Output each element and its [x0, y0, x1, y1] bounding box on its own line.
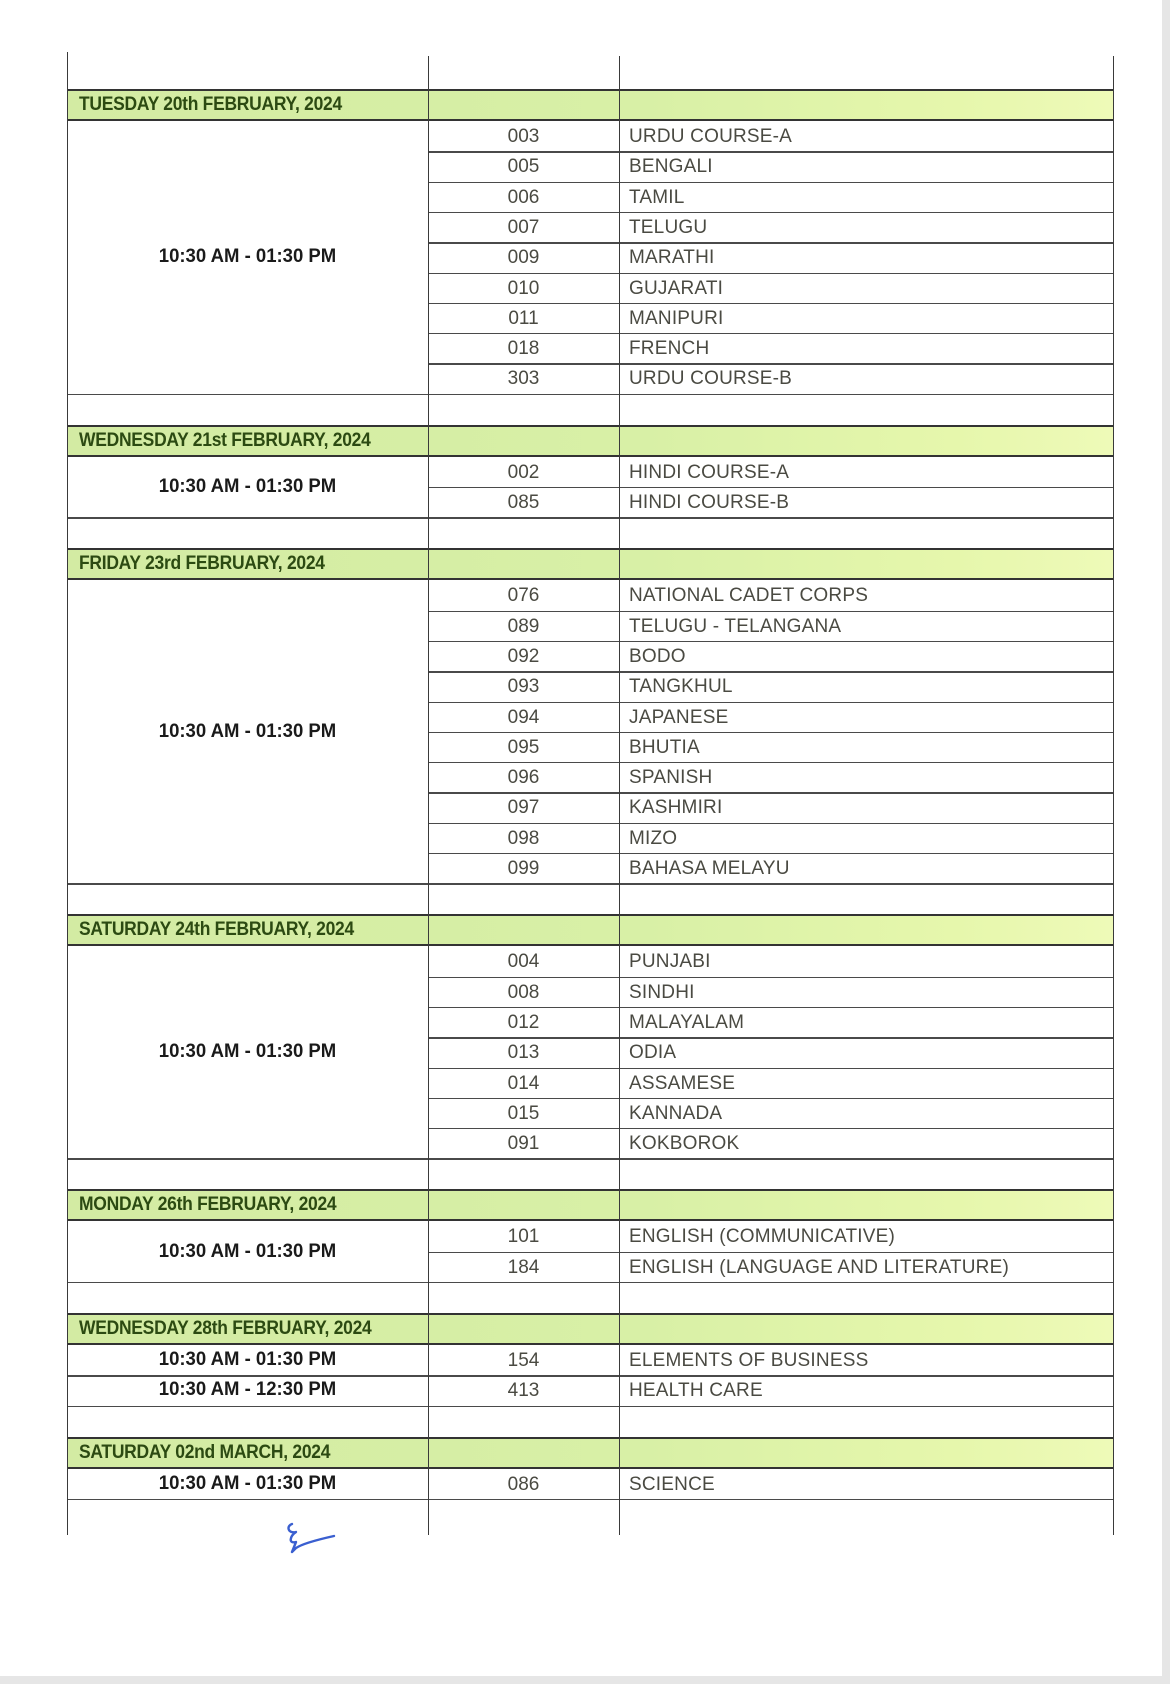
- column-divider: [67, 1282, 68, 1313]
- subject-row-divider: [428, 1007, 1113, 1008]
- column-divider: [619, 1158, 620, 1189]
- column-divider: [619, 425, 620, 457]
- subject-code: 086: [507, 1473, 540, 1495]
- subject-code: 095: [507, 736, 540, 758]
- subject-code: 097: [507, 797, 540, 819]
- subject-row-divider: [428, 611, 1113, 612]
- column-divider: [428, 1189, 429, 1221]
- column-divider: [67, 1469, 68, 1499]
- column-divider: [619, 946, 620, 1158]
- subject-name: ASSAMESE: [629, 1072, 736, 1094]
- exam-time-slot: 10:30 AM - 01:30 PM: [158, 475, 337, 497]
- subject-code: 010: [507, 277, 540, 299]
- column-divider: [428, 1221, 429, 1282]
- subject-name: GUJARATI: [629, 277, 724, 299]
- column-divider: [1113, 425, 1114, 457]
- subject-name: TELUGU: [629, 216, 708, 238]
- column-divider: [619, 457, 620, 518]
- column-divider: [428, 56, 429, 89]
- subject-row-divider: [428, 1252, 1113, 1253]
- subject-code: 096: [507, 767, 540, 789]
- column-divider: [619, 1282, 620, 1313]
- column-divider: [67, 548, 68, 580]
- column-divider: [67, 1221, 68, 1282]
- subject-name: TELUGU - TELANGANA: [629, 615, 842, 637]
- column-divider: [619, 394, 620, 425]
- subject-row-divider: [428, 977, 1113, 978]
- subject-row-divider: [428, 182, 1113, 183]
- subject-name: PUNJABI: [629, 951, 711, 973]
- subject-code: 091: [507, 1133, 540, 1155]
- subject-name: URDU COURSE-A: [629, 126, 793, 147]
- column-divider: [67, 1406, 68, 1437]
- subject-name: BENGALI: [629, 156, 713, 178]
- exam-time-slot: 10:30 AM - 01:30 PM: [158, 1239, 337, 1262]
- subject-row-divider: [428, 762, 1113, 763]
- column-divider: [428, 89, 429, 121]
- column-divider: [428, 883, 429, 914]
- column-divider: [67, 1375, 68, 1405]
- subject-code: 101: [507, 1226, 540, 1248]
- group-row-divider: [67, 883, 1113, 884]
- subject-code: 076: [507, 585, 540, 607]
- group-row-divider: [67, 1282, 1113, 1283]
- subject-row-divider: [428, 732, 1113, 733]
- column-divider: [428, 914, 429, 946]
- subject-name: BHUTIA: [629, 736, 700, 758]
- column-divider: [1113, 1158, 1114, 1189]
- column-divider: [1113, 1437, 1114, 1469]
- column-divider: [428, 1158, 429, 1189]
- column-divider: [1113, 457, 1114, 518]
- column-divider: [428, 457, 429, 518]
- date-header: SATURDAY 24th FEBRUARY, 2024: [79, 919, 354, 941]
- subject-name: BAHASA MELAYU: [629, 858, 790, 879]
- column-divider: [1113, 1221, 1114, 1282]
- subject-row-divider: [428, 1037, 1113, 1038]
- subject-name: FRENCH: [629, 338, 710, 360]
- subject-code: 007: [507, 216, 540, 238]
- column-divider: [1113, 1499, 1114, 1535]
- subject-row-divider: [428, 792, 1113, 793]
- column-divider: [619, 1313, 620, 1345]
- group-row-divider: [67, 1406, 1113, 1407]
- column-divider: [428, 1313, 429, 1345]
- exam-time-slot: 10:30 AM - 01:30 PM: [158, 1471, 337, 1494]
- column-divider: [619, 1499, 620, 1535]
- subject-code: 085: [507, 492, 540, 513]
- subject-name: TANGKHUL: [629, 676, 733, 698]
- subject-name: HEALTH CARE: [629, 1380, 763, 1402]
- column-divider: [619, 1406, 620, 1437]
- subject-code: 093: [507, 676, 540, 698]
- column-divider: [67, 394, 68, 425]
- column-divider: [428, 946, 429, 1158]
- subject-name: MALAYALAM: [629, 1011, 745, 1033]
- column-divider: [619, 89, 620, 121]
- subject-code: 154: [507, 1350, 540, 1371]
- subject-name: MARATHI: [629, 247, 715, 269]
- subject-name: ODIA: [629, 1042, 677, 1064]
- subject-name: SCIENCE: [629, 1473, 715, 1495]
- subject-code: 094: [507, 706, 540, 728]
- column-divider: [619, 914, 620, 946]
- subject-name: ENGLISH (COMMUNICATIVE): [629, 1226, 896, 1248]
- column-divider: [67, 52, 68, 89]
- subject-row-divider: [428, 823, 1113, 824]
- subject-name: TAMIL: [629, 186, 685, 208]
- subject-code: 002: [507, 461, 540, 483]
- subject-code: 018: [507, 338, 540, 360]
- column-divider: [428, 548, 429, 580]
- exam-time-slot: 10:30 AM - 01:30 PM: [158, 1040, 337, 1063]
- subject-code: 092: [507, 645, 540, 667]
- column-divider: [619, 1345, 620, 1375]
- column-divider: [1113, 56, 1114, 89]
- subject-row-divider: [428, 273, 1113, 274]
- subject-row-divider: [428, 212, 1113, 213]
- column-divider: [619, 883, 620, 914]
- column-divider: [619, 121, 620, 394]
- column-divider: [67, 1499, 68, 1535]
- subject-row-divider: [428, 853, 1113, 854]
- exam-time-slot: 10:30 AM - 12:30 PM: [158, 1378, 337, 1401]
- column-divider: [1113, 548, 1114, 580]
- subject-row-divider: [428, 1098, 1113, 1099]
- column-divider: [67, 1437, 68, 1469]
- column-divider: [428, 1499, 429, 1535]
- subject-name: MIZO: [629, 827, 678, 849]
- subject-code: 006: [507, 186, 540, 208]
- group-row-divider: [67, 1375, 1113, 1376]
- subject-row-divider: [428, 333, 1113, 334]
- column-divider: [67, 883, 68, 914]
- subject-code: 003: [507, 126, 540, 147]
- subject-name: HINDI COURSE-A: [629, 461, 790, 483]
- column-divider: [1113, 1469, 1114, 1499]
- subject-name: ELEMENTS OF BUSINESS: [629, 1350, 869, 1371]
- column-divider: [1113, 1375, 1114, 1405]
- exam-time-slot: 10:30 AM - 01:30 PM: [158, 1348, 337, 1371]
- column-divider: [67, 1158, 68, 1189]
- group-row-divider: [67, 394, 1113, 395]
- column-divider: [1113, 1282, 1114, 1313]
- column-divider: [1113, 1345, 1114, 1375]
- column-divider: [428, 1345, 429, 1375]
- date-header: FRIDAY 23rd FEBRUARY, 2024: [79, 553, 325, 575]
- column-divider: [1113, 580, 1114, 883]
- subject-code: 011: [508, 307, 539, 329]
- subject-code: 005: [507, 156, 540, 178]
- subject-row-divider: [428, 242, 1113, 243]
- subject-name: SPANISH: [629, 767, 713, 789]
- subject-name: BODO: [629, 645, 686, 667]
- column-divider: [428, 517, 429, 548]
- column-divider: [428, 580, 429, 883]
- subject-row-divider: [428, 151, 1113, 152]
- column-divider: [67, 580, 68, 883]
- subject-code: 098: [507, 827, 540, 849]
- column-divider: [67, 121, 68, 394]
- group-row-divider: [67, 1499, 1113, 1500]
- subject-row-divider: [428, 671, 1113, 672]
- subject-row-divider: [428, 641, 1113, 642]
- column-divider: [1113, 946, 1114, 1158]
- subject-row-divider: [428, 487, 1113, 488]
- column-divider: [619, 548, 620, 580]
- column-divider: [1113, 121, 1114, 394]
- subject-name: URDU COURSE-B: [629, 368, 793, 390]
- column-divider: [1113, 517, 1114, 548]
- subject-row-divider: [428, 303, 1113, 304]
- subject-code: 015: [507, 1102, 540, 1124]
- subject-code: 004: [507, 951, 540, 973]
- column-divider: [428, 1406, 429, 1437]
- subject-code: 303: [507, 368, 540, 390]
- subject-code: 184: [507, 1256, 540, 1278]
- column-divider: [1113, 1406, 1114, 1437]
- column-divider: [619, 1221, 620, 1282]
- column-divider: [1113, 89, 1114, 121]
- subject-name: JAPANESE: [629, 706, 729, 728]
- subject-row-divider: [428, 1068, 1113, 1069]
- group-row-divider: [67, 517, 1113, 518]
- column-divider: [619, 56, 620, 89]
- exam-time-slot: 10:30 AM - 01:30 PM: [158, 245, 337, 268]
- date-header: WEDNESDAY 21st FEBRUARY, 2024: [79, 429, 371, 451]
- column-divider: [428, 425, 429, 457]
- subject-name: KANNADA: [629, 1102, 723, 1124]
- column-divider: [67, 1189, 68, 1221]
- date-header: MONDAY 26th FEBRUARY, 2024: [79, 1194, 337, 1216]
- column-divider: [428, 121, 429, 394]
- subject-code: 012: [507, 1011, 540, 1033]
- column-divider: [67, 914, 68, 946]
- column-divider: [67, 946, 68, 1158]
- column-divider: [428, 1282, 429, 1313]
- subject-code: 413: [507, 1380, 540, 1402]
- column-divider: [1113, 394, 1114, 425]
- column-divider: [619, 1375, 620, 1405]
- subject-name: KOKBOROK: [629, 1133, 740, 1155]
- column-divider: [428, 394, 429, 425]
- subject-name: ENGLISH (LANGUAGE AND LITERATURE): [629, 1256, 1009, 1278]
- subject-row-divider: [428, 363, 1113, 364]
- subject-name: NATIONAL CADET CORPS: [629, 585, 869, 607]
- column-divider: [428, 1437, 429, 1469]
- group-row-divider: [67, 1158, 1113, 1159]
- subject-code: 008: [507, 981, 540, 1003]
- column-divider: [619, 580, 620, 883]
- column-divider: [1113, 1313, 1114, 1345]
- subject-row-divider: [428, 702, 1113, 703]
- date-header: WEDNESDAY 28th FEBRUARY, 2024: [79, 1318, 372, 1339]
- date-header: TUESDAY 20th FEBRUARY, 2024: [79, 94, 342, 115]
- column-divider: [619, 517, 620, 548]
- column-divider: [67, 1345, 68, 1375]
- subject-name: MANIPURI: [629, 307, 724, 329]
- column-divider: [619, 1469, 620, 1499]
- exam-time-slot: 10:30 AM - 01:30 PM: [158, 719, 337, 742]
- column-divider: [619, 1189, 620, 1221]
- column-divider: [428, 1469, 429, 1499]
- subject-code: 089: [507, 615, 540, 637]
- column-divider: [1113, 1189, 1114, 1221]
- column-divider: [619, 1437, 620, 1469]
- subject-name: HINDI COURSE-B: [629, 492, 790, 513]
- column-divider: [67, 517, 68, 548]
- subject-code: 013: [507, 1042, 540, 1064]
- column-divider: [1113, 914, 1114, 946]
- subject-name: KASHMIRI: [629, 797, 723, 819]
- column-divider: [67, 89, 68, 121]
- subject-code: 014: [507, 1072, 540, 1094]
- column-divider: [67, 1313, 68, 1345]
- subject-code: 009: [507, 247, 540, 269]
- signature-mark: [282, 1518, 342, 1558]
- subject-row-divider: [428, 1128, 1113, 1129]
- column-divider: [428, 1375, 429, 1405]
- column-divider: [67, 457, 68, 518]
- date-header: SATURDAY 02nd MARCH, 2024: [79, 1441, 331, 1463]
- column-divider: [67, 425, 68, 457]
- column-divider: [1113, 883, 1114, 914]
- subject-name: SINDHI: [629, 981, 695, 1003]
- subject-code: 099: [507, 858, 540, 879]
